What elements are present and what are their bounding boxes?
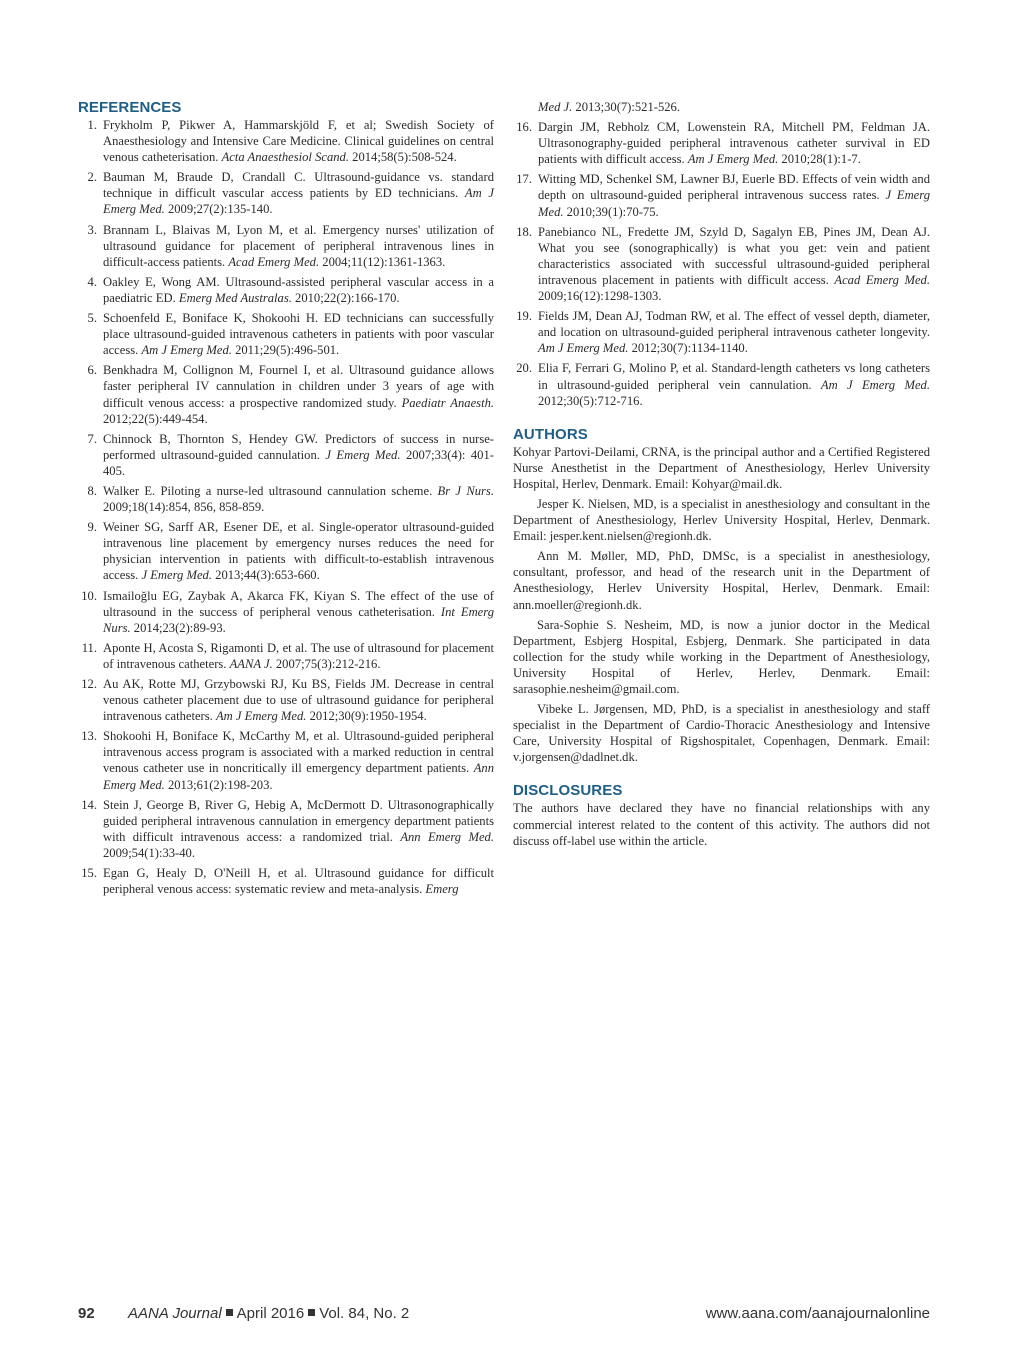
reference-item: 4. Oakley E, Wong AM. Ultrasound-assisted peripheral vascular access in a paediatric ED. Emerg Med Australas. 2010;22(2):166-170.	[87, 274, 494, 305]
page-footer	[78, 1305, 930, 1325]
reference-item: 8. Walker E. Piloting a nurse-led ultrasound cannulation scheme. Br J Nurs. 2009;18(14):854, 856, 858-859.	[87, 483, 494, 515]
journal-info	[128, 1305, 409, 1322]
reference-item: 12. Au AK, Rotte MJ, Grzybowski RJ, Ku BS, Fields JM. Decrease in central venous catheter placement due to use of ultrasound guidance for peripheral intravenous catheters. Am J Emerg Med. 2012;30(9):1950-1954.	[81, 677, 494, 724]
reference-item: 2. Bauman M, Braude D, Crandall C. Ultrasound-guidance vs. standard technique in difficult vascular access patients by ED technicians. Am J Emerg Med. 2009;27(2):135-140.	[87, 170, 494, 217]
author-bio: Kohyar Partovi-Deilami, CRNA, is the principal author and a Certified Registered Nurse Anesthetist in the Department of Anesthesiology, Herlev University Hospital, Herlev, Denmark. Email: Kohyar@mail.dk.	[513, 444, 930, 491]
reference-item: 20. Elia F, Ferrari G, Molino P, et al. Standard-length catheters vs long catheters in ultrasound-guided peripheral vein cannulation. Am J Emerg Med. 2012;30(5):712-716.	[516, 361, 930, 408]
journal-name: AANA Journal	[128, 1305, 222, 1322]
reference-item: 7. Chinnock B, Thornton S, Hendey GW. Predictors of success in nurse-performed ultrasound-guided cannulation. J Emerg Med. 2007;33(4): 401-405.	[87, 431, 494, 478]
reference-item: 16. Dargin JM, Rebholz CM, Lowenstein RA, Mitchell PM, Feldman JA. Ultrasonography-guided peripheral intravenous catheter survival in ED patients with difficult access. Am J Emerg Med. 2010;28(1):1-7.	[516, 120, 930, 167]
reference-list-continued	[513, 119, 930, 409]
disclosures-heading: DISCLOSURES	[513, 782, 623, 800]
right-column	[513, 99, 930, 849]
journal-url: www.aana.com/aanajournalonline	[705, 1305, 930, 1322]
author-bio: Ann M. Møller, MD, PhD, DMSc, is a specialist in anesthesiology, consultant, professor, and head of the research unit in the Department of Anesthesiology, Herlev University Hospital, Herlev, Denmark. Email: ann.moeller@regionh.dk.	[513, 549, 930, 612]
reference-item: 6. Benkhadra M, Collignon M, Fournel I, et al. Ultrasound guidance allows faster peripheral IV cannulation in children under 3 years of age with difficult venous access: a prospective randomized study. Paediatr Anaesth. 2012;22(5):449-454.	[87, 363, 495, 426]
reference-item: 3. Brannam L, Blaivas M, Lyon M, et al. Emergency nurses' utilization of ultrasound guidance for placement of peripheral intravenous lines in difficult-access patients. Acad Emerg Med. 2004;11(12):1361-1363.	[87, 222, 494, 269]
square-bullet-icon	[226, 1309, 233, 1316]
author-bio: Jesper K. Nielsen, MD, is a specialist in anesthesiology and consultant in the Department of Anesthesiology, Herlev University Hospital, Herlev, Denmark. Email: jesper.kent.nielsen@regionh.dk.	[513, 496, 930, 544]
square-bullet-icon	[308, 1309, 315, 1316]
reference-item: 14. Stein J, George B, River G, Hebig A, McDermott D. Ultrasonographically guided peripheral intravenous cannulation in emergency department patients with difficult intravenous access: a randomized trial. Ann Emerg Med. 2009;54(1):33-40.	[81, 797, 495, 860]
reference-item: 10. Ismailoğlu EG, Zaybak A, Akarca FK, Kiyan S. The effect of the use of ultrasound in the success of peripheral venous catheterisation. Int Emerg Nurs. 2014;23(2):89-93.	[81, 588, 494, 635]
references-heading: REFERENCES	[78, 99, 182, 116]
reference-item: 18. Panebianco NL, Fredette JM, Szyld D, Sagalyn EB, Pines JM, Dean AJ. What you see (sonographically) is what you get: vein and patient characteristics associated with successful ultrasound-guided peripheral intravenous placement in patients with difficult access. Acad Emerg Med. 2009;16(12):1298-1303.	[516, 224, 931, 304]
reference-item: 9. Weiner SG, Sarff AR, Esener DE, et al. Single-operator ultrasound-guided intravenous line placement by emergency nurses reduces the need for physician intervention in patients with difficult-to-establish intravenous access. J Emerg Med. 2013;44(3):653-660.	[87, 520, 494, 583]
authors-heading: AUTHORS	[513, 425, 588, 443]
reference-list	[78, 117, 494, 897]
reference-item: 11. Aponte H, Acosta S, Rigamonti D, et al. The use of ultrasound for placement of intravenous catheters. AANA J. 2007;75(3):212-216.	[81, 640, 494, 671]
reference-item: 5. Schoenfeld E, Boniface K, Shokoohi H. ED technicians can successfully place ultrasound-guided intravenous catheters in patients with poor vascular access. Am J Emerg Med. 2011;29(5):496-501.	[87, 311, 494, 358]
disclosures-text: The authors have declared they have no financial relationships with any commercial interest related to the content of this activity. The authors did not discuss off-label use within the article.	[513, 801, 930, 848]
disclosures-section	[513, 782, 930, 848]
reference-item: 13. Shokoohi H, Boniface K, McCarthy M, et al. Ultrasound-guided peripheral intravenous access program is associated with a marked reduction in central venous catheter use in noncritically ill emergency department patients. Ann Emerg Med. 2013;61(2):198-203.	[81, 729, 494, 792]
reference-item: 1. Frykholm P, Pikwer A, Hammarskjöld F, et al; Swedish Society of Anaesthesiology and Intensive Care Medicine. Clinical guidelines on central venous catheterisation. Acta Anaesthesiol Scand. 2014;58(5):508-524.	[87, 118, 494, 165]
left-column	[78, 99, 494, 901]
issue-date: April 2016	[236, 1305, 305, 1322]
reference-item: 19. Fields JM, Dean AJ, Todman RW, et al. The effect of vessel depth, diameter, and location on ultrasound-guided peripheral intravenous catheter longevity. Am J Emerg Med. 2012;30(7):1134-1140.	[516, 309, 930, 356]
reference-continuation: Med J. 2013;30(7):521-526.	[538, 100, 681, 114]
author-bio: Sara-Sophie S. Nesheim, MD, is now a junior doctor in the Medical Department, Esbjerg Hospital, Esbjerg, Denmark. She participated in data collection for the study while working in the Department of Anesthesiology, University Hospital of Herlev, Herlev, Denmark. Email: sarasophie.nesheim@gmail.com.	[513, 617, 930, 696]
page-number: 92	[78, 1305, 95, 1322]
author-bio: Vibeke L. Jørgensen, MD, PhD, is a specialist in anesthesiology and staff specialist in the Department of Cardio-Thoracic Anesthesiology and Intensive Care, University Hospital of Rigshospitalet, Copenhagen, Denmark. Email: v.jorgensen@dadlnet.dk.	[513, 702, 930, 765]
authors-section	[513, 426, 930, 766]
issue-volume: Vol. 84, No. 2	[319, 1305, 410, 1322]
reference-item: 15. Egan G, Healy D, O'Neill H, et al. Ultrasound guidance for difficult peripheral venous access: systematic review and meta-analysis. Emerg	[81, 866, 494, 897]
reference-item: 17. Witting MD, Schenkel SM, Lawner BJ, Euerle BD. Effects of vein width and depth on ultrasound-guided peripheral intravenous success rates. J Emerg Med. 2010;39(1):70-75.	[516, 172, 930, 219]
